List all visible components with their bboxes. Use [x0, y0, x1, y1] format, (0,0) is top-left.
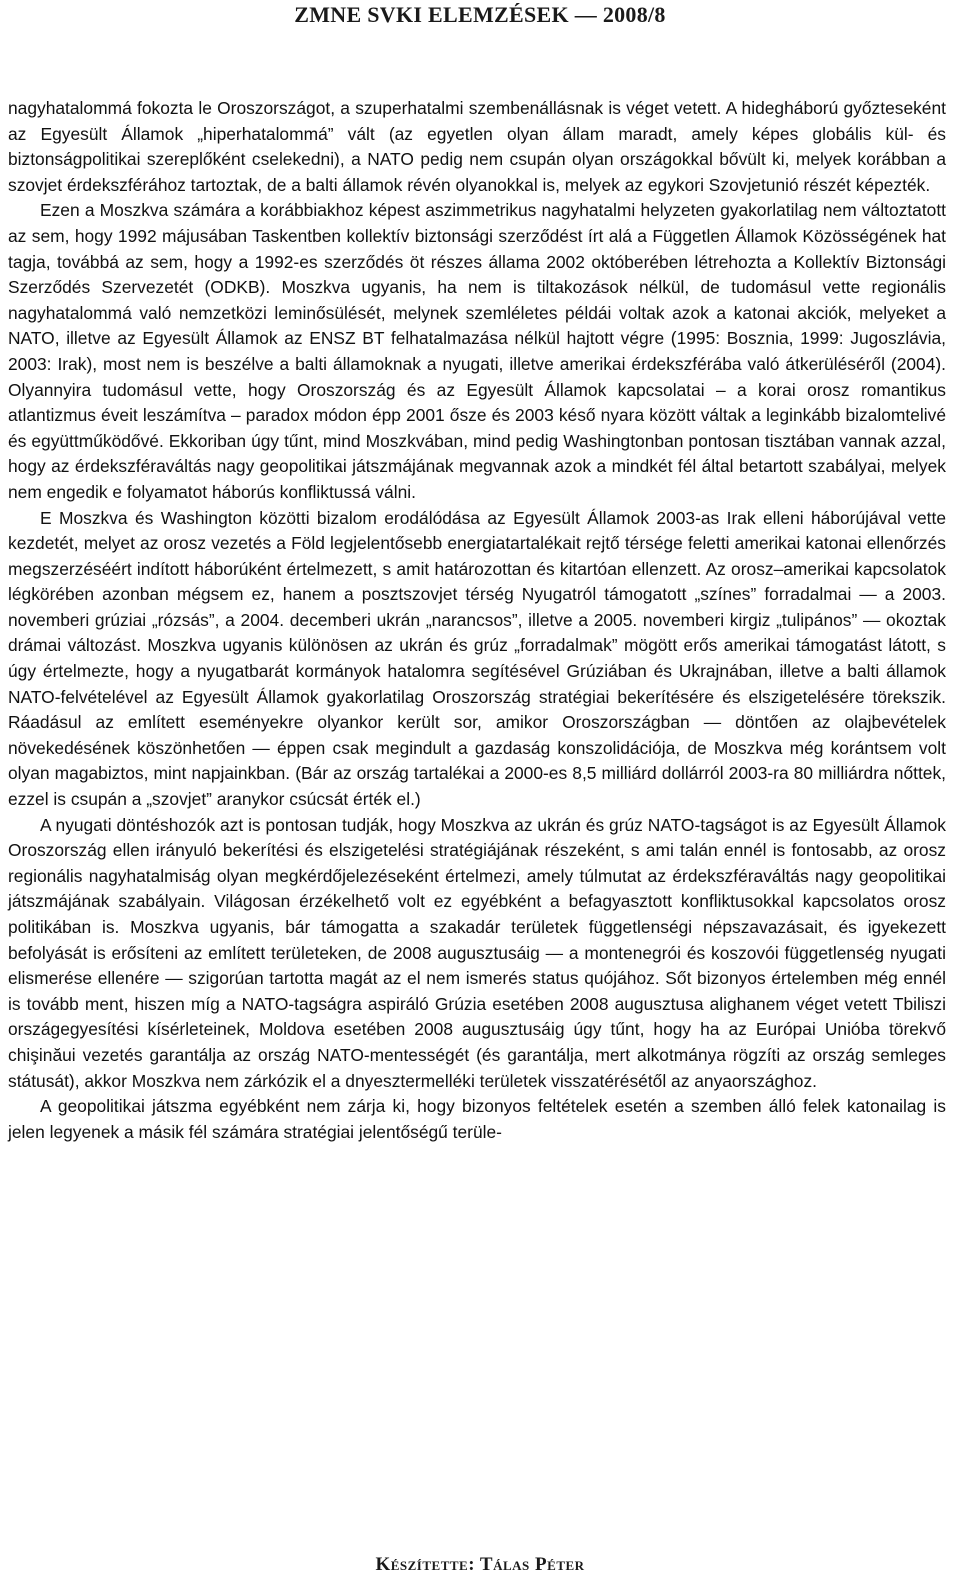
paragraph-3: E Moszkva és Washington közötti bizalom erodálódása az Egyesült Államok 2003-as Irak elleni háborújával vette kezdetét, melyet az orosz vezetés a Föld legjelentősebb energiatartalékait rejtő térsége feletti amerikai katonai ellenőrzés megszerzéséért indított háborúként értelmezett, s amit határozottan és kitartóan ellenzett. Az orosz–amerikai kapcsolatok légkörében azonban mégsem ez, hanem a posztszovjet térség Nyugatról támogatott „színes” forradalmai — a 2003. novemberi grúziai „rózsás”, a 2004. decemberi ukrán „narancsos”, illetve a 2005. novemberi kirgiz „tulipános” — okoztak drámai változást. Moszkva ugyanis különösen az ukrán és grúz „forradalmak” mögött erős amerikai támogatást látott, s úgy értelmezte, hogy a nyugatbarát kormányok hatalomra segítésével Grúziában és Ukrajnában, illetve a balti államok NATO-felvételével az Egyesült Államok gyakorlatilag Oroszország stratégiai bekerítésére és elszigetelésére törekszik. Ráadásul az említett eseményekre olyankor került sor, amikor Oroszországban — döntően az olajbevételek növekedésének köszönhetően — éppen csak megindult a gazdaság konszolidációja, de Moszkva még korántsem volt olyan magabiztos, mint napjainkban. (Bár az ország tartalékai a 2000-es 8,5 milliárd dollárról 2003-ra 80 milliárdra nőttek, ezzel is csupán a „szovjet” aranykor csúcsát érték el.) — [8, 507, 946, 810]
paragraph-5: A geopolitikai játszma egyébként nem zárja ki, hogy bizonyos feltételek esetén a szemben álló felek katonailag is jelen legyenek a másik fél számára stratégiai jelentőségű terüle- — [8, 1096, 946, 1142]
article-body — [8, 96, 946, 1145]
author-credit-footer: Készítette: Tálas Péter — [375, 1554, 585, 1575]
paragraph-4: A nyugati döntéshozók azt is pontosan tudják, hogy Moszkva az ukrán és grúz NATO-tagságot is az Egyesült Államok Oroszország ellen irányuló bekerítési és elszigetelési stratégiájának részeként, s ami talán ennél is fontosabb, az orosz regionális nagyhatalmiság olyan megkérdőjelezéseként értelmezi, amely túlmutat az érdekszféraváltás nagy geopolitikai játszmájának szabályain. Világosan érzékelhető volt ez egyébként a befagyasztott konfliktusokkal kapcsolatos orosz politikában is. Moszkva ugyanis, bár támogatta a szakadár területek függetlenségi népszavazásait, és igyekezett befolyását is erősíteni az említett területeken, de 2008 augusztusáig — a montenegrói és koszovói függetlenség nyugati elismerése ellenére — szigorúan tartotta magát az el nem ismerés status quójához. Sőt bizonyos értelemben még ennél is tovább ment, hiszen míg a NATO-tagságra aspiráló Grúzia esetében 2008 augusztusa alighanem véget vetett Tbiliszi országegyesítési kísérleteinek, Moldova esetében 2008 augusztusáig úgy tűnt, hogy ha az Európai Unióba törekvő chişinăui vezetés garantálja az ország NATO-mentességét (és garantálja, mert alkotmánya rögzíti az ország semleges státusát), akkor Moszkva nem zárkózik el a dnyesztermelléki területek visszatérésétől az anyaországhoz. — [8, 814, 946, 1091]
paragraph-1: nagyhatalommá fokozta le Oroszországot, a szuperhatalmi szembenállásnak is véget vetett. A hidegháború győzteseként az Egyesült Államok „hiperhatalommá” vált (az egyetlen olyan állam maradt, amely képes globális kül- és biztonságpolitikai szereplőként cselekedni), a NATO pedig nem csupán olyan országokkal bővült ki, melyek korábban a szovjet érdekszférához tartoztak, de a balti államok révén olyanokkal is, melyek az egykori Szovjetunió részét képezték. — [8, 98, 946, 195]
running-header: ZMNE SVKI ELEMZÉSEK — 2008/8 — [294, 2, 666, 27]
paragraph-2: Ezen a Moszkva számára a korábbiakhoz képest aszimmetrikus nagyhatalmi helyzeten gyakorlatilag nem változtatott az sem, hogy 1992 májusában Taskentben kollektív biztonsági szerződést írt alá a Független Államok Közösségének hat tagja, továbbá az sem, hogy a 1992-es szerződés öt részes állama 2002 októberében létrehozta a Kollektív Biztonsági Szerződés Szervezetét (ODKB). Moszkva ugyanis, ha nem is tiltakozások nélkül, de tudomásul vette regionális nagyhatalommá való nemzetközi leminősülését, melynek szemléletes példái voltak azok a katonai akciók, melyeket a NATO, illetve az Egyesült Államok az ENSZ BT felhatalmazása nélkül hajtott végre (1995: Bosznia, 1999: Jugoszlávia, 2003: Irak), most nem is beszélve a balti államoknak a nyugati, illetve amerikai érdekszférába való átkerüléséről (2004). Olyannyira tudomásul vette, hogy Oroszország és az Egyesült Államok kapcsolatai – a korai orosz romantikus atlantizmus éveit leszámítva – paradox módon épp 2001 ősze és 2003 késő nyara között váltak a leginkább bizalomtelivé és együttműködővé. Ekkoriban úgy tűnt, mind Moszkvában, mind pedig Washingtonban pontosan tisztában vannak azzal, hogy az érdekszféraváltás nagy geopolitikai játszmájának megvannak azok a mindkét fél által betartott szabályai, melyek nem engedik e folyamatot háborús konfliktussá válni. — [8, 200, 946, 502]
